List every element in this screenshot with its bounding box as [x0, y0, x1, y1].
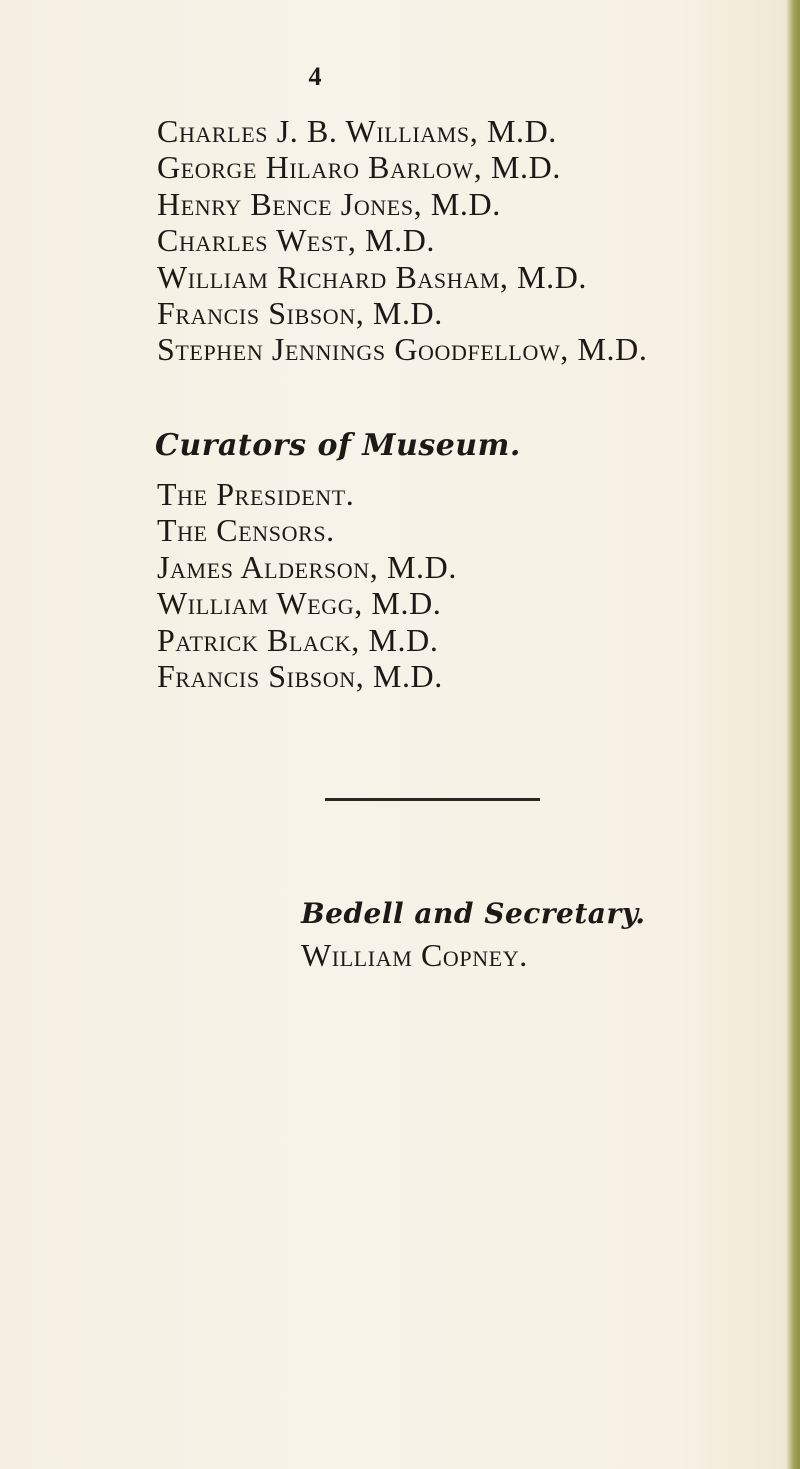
list-item: Francis Sibson, M.D.: [157, 657, 443, 694]
list-item: Charles West, M.D.: [157, 222, 436, 259]
list-item: Henry Bence Jones, M.D.: [157, 185, 501, 222]
curators-list: [157, 476, 457, 694]
list-item: William Wegg, M.D.: [157, 585, 442, 622]
list-item: James Alderson, M.D.: [157, 548, 457, 585]
list-item: William Richard Basham, M.D.: [157, 258, 588, 295]
list-item: Francis Sibson, M.D.: [157, 294, 443, 331]
list-item: Stephen Jennings Goodfellow, M.D.: [157, 331, 648, 368]
curators-heading: Curators of Museum.: [155, 428, 521, 463]
page-edge-shadow: [786, 0, 800, 1469]
beadle-name: William Copney.: [301, 937, 528, 973]
section-divider: [325, 798, 540, 801]
list-item: The President.: [157, 476, 355, 512]
page-number: 4: [308, 62, 322, 91]
members-list: [157, 113, 647, 368]
list-item: George Hilaro Barlow, M.D.: [157, 149, 561, 186]
beadle-heading: Bedell and Secretary.: [301, 897, 646, 930]
list-item: Charles J. B. Williams, M.D.: [157, 113, 557, 149]
list-item: The Censors.: [157, 512, 335, 549]
list-item: Patrick Black, M.D.: [157, 621, 439, 658]
